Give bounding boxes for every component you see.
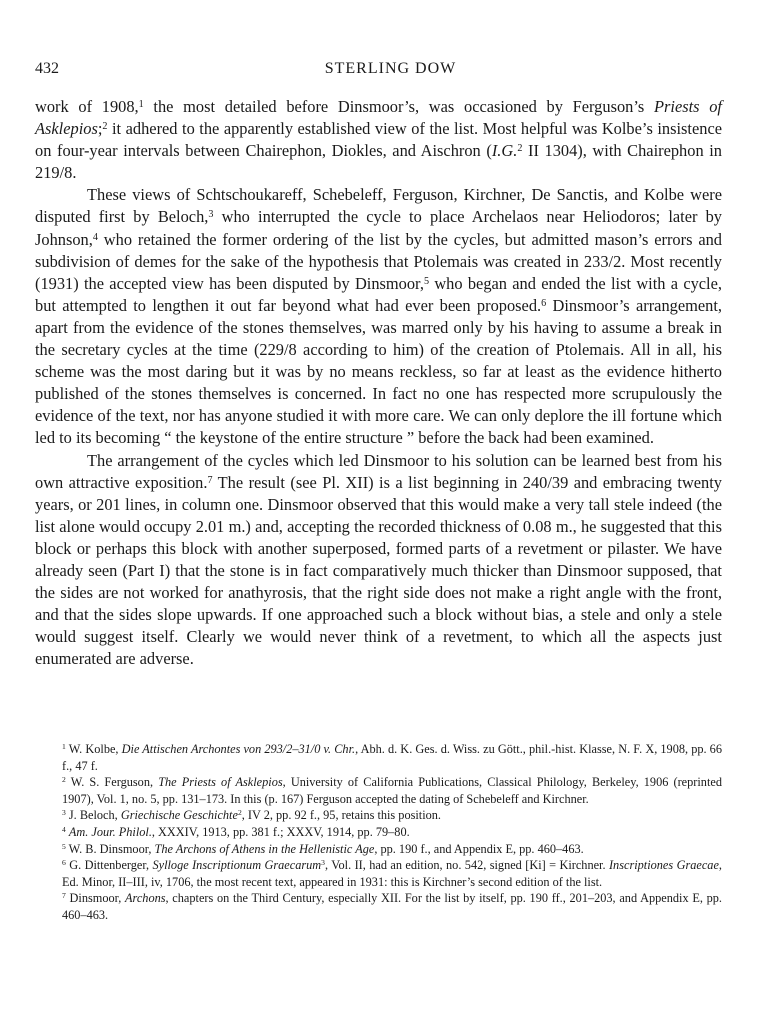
- footnotes: [62, 741, 722, 924]
- footnote-7: [62, 890, 722, 923]
- italic-title: Griechische Geschichte: [120, 808, 238, 823]
- text-run: ;: [97, 119, 103, 139]
- italic-abbrev: I.G.: [491, 141, 518, 161]
- body-text: [35, 96, 722, 670]
- text-run: J. Beloch,: [65, 808, 121, 823]
- footnote-number: 3: [62, 808, 66, 818]
- text-run: The result (see Pl. XII) is a list beginning in 240/39 and embracing twenty years, or 201 lines, in column one. Dinsmoor observed that this would make a very tall stele indeed (the list alone would occupy 2.01 m.) and, accepting the recorded thickness of 0.08 m., he suggested that this block or perhaps this block with another superposed, formed parts of a revetment or pilaster. We have already seen (Part I) that the stone is in fact comparatively much thicker than Dinsmoor supposed, that the sides are not worked for anathyrosis, that the right side does not make a right angle with the front, and that the sides slope upwards. If one approached such a block without bias, a stele and only a stele would suggest itself. Clearly we would never think of a revetment, to which all the aspects just enumerated are adverse.: [35, 472, 723, 669]
- italic-title: Archons: [125, 891, 166, 906]
- text-run: The arrangement of the cycles which led Dinsmoor to his solution can be learned best from his own attractive exposition.: [35, 450, 722, 492]
- text-run: , Vol. II, had an edition, no. 542, signed [Ki] = Kirchner.: [324, 858, 609, 873]
- text-run: W. S. Ferguson,: [65, 775, 159, 790]
- footnote-2: [62, 774, 722, 807]
- text-run: , Ed. Minor, II–III, iv, 1706, the most recent text, appeared in 1931: this is Kirchner’s second edition of the list.: [62, 858, 722, 889]
- text-run: These views of Schtschoukareff, Schebeleff, Ferguson, Kirchner, De Sanctis, and Kolbe were disputed first by Beloch,: [35, 185, 722, 227]
- text-run: , IV 2, pp. 92 f., 95, retains this position.: [241, 808, 441, 823]
- footnote-number: 5: [62, 841, 66, 851]
- text-run: , University of California Publications, Classical Philology, Berkeley, 1906 (reprinted 1907), Vol. 1, no. 5, pp. 131–173. In this (p. 167) Ferguson accepted the dating of Schebeleff and Kirchner.: [62, 775, 722, 806]
- footnote-number: 4: [62, 825, 66, 835]
- footnote-number: 1: [62, 742, 66, 752]
- text-run: G. Dittenberger,: [65, 858, 153, 873]
- text-run: W. B. Dinsmoor,: [65, 841, 155, 856]
- text-run: the most detailed before Dinsmoor’s, was occasioned by Ferguson’s: [143, 97, 654, 116]
- page-header: [35, 60, 746, 82]
- italic-title: Priests of Asklepios: [35, 97, 722, 139]
- text-run: Dinsmoor,: [65, 891, 125, 906]
- footnote-ref: 5: [423, 275, 430, 287]
- text-run: who retained the former ordering of the list by the cycles, but admitted mason’s errors and subdivision of demes for the sake of the hypothesis that Ptolemais was created in 233/2. Most recently (1931) the accepted view has been disputed by Dinsmoor,: [35, 229, 722, 293]
- footnote-6: [62, 857, 722, 890]
- text-run: , chapters on the Third Century, especially XII. For the list by itself, pp. 190 ff., 201–203, and Appendix E, pp. 460–463.: [62, 891, 722, 922]
- footnote-3: [62, 807, 722, 824]
- text-run: , XXXIV, 1913, pp. 381 f.; XXXV, 1914, pp. 79–80.: [151, 824, 410, 839]
- footnote-ref: 1: [138, 98, 144, 110]
- italic-title: The Priests of Asklepios: [158, 775, 283, 790]
- italic-title: The Archons of Athens in the Hellenistic Age: [154, 841, 375, 856]
- footnote-ref: 6: [541, 297, 547, 309]
- text-run: Dinsmoor’s arrangement, apart from the evidence of the stones themselves, was marred only by his having to assume a break in the secretary cycles at the time (229/8 according to him) of the creation of Ptolemais. All in all, his scheme was the most daring but it was by no means reckless, so far at least as the evidence hitherto published of the stones themselves is concerned. In fact no one has respected more scrupulously the evidence of the text, nor has anyone studied it with more care. We can only deplore the ill fortune which led to its becoming “ the keystone of the entire structure ” before the back had been examined.: [35, 295, 722, 448]
- footnote-number: 2: [62, 775, 66, 785]
- text-run: W. Kolbe,: [65, 742, 122, 756]
- italic-title: Sylloge Inscriptionum Graecarum: [152, 858, 322, 873]
- footnote-ref: 2: [102, 121, 108, 133]
- edition-sup: 2: [237, 808, 242, 818]
- footnote-5: [62, 841, 722, 858]
- running-head: STERLING DOW: [324, 60, 457, 77]
- paragraph-2: [35, 184, 722, 449]
- page-number: 432: [35, 60, 59, 77]
- footnote-ref: 3: [208, 209, 214, 221]
- text-run: , Abh. d. K. Ges. d. Wiss. zu Gött., phil.-hist. Klasse, N. F. X, 1908, pp. 66 f., 47 f.: [62, 742, 722, 773]
- footnote-number: 7: [62, 891, 66, 901]
- text-run: II 1304), with Chairephon in 219/8.: [35, 141, 722, 183]
- italic-title: Am. Jour. Philol.: [68, 824, 152, 839]
- italic-title: Inscriptiones Graecae: [608, 858, 719, 873]
- italic-title: Die Attischen Archontes von 293/2–31/0 v. Chr.: [121, 742, 356, 756]
- footnote-ref: 7: [207, 474, 213, 486]
- text-run: who began and ended the list with a cycle, but attempted to lengthen it out far beyond what had ever been proposed.: [35, 273, 722, 315]
- footnote-number: 6: [62, 858, 66, 868]
- footnote-ref: 4: [92, 231, 98, 243]
- edition-sup: 2: [517, 143, 523, 155]
- paragraph-3: [35, 450, 722, 671]
- text-run: work of 1908,: [35, 97, 139, 116]
- text-run: who interrupted the cycle to place Archelaos near Heliodoros; later by Johnson,: [35, 207, 722, 249]
- footnote-4: [62, 824, 722, 841]
- edition-sup: 3: [321, 858, 325, 868]
- paragraph-1: [35, 96, 722, 184]
- footnote-1: [62, 741, 722, 774]
- text-run: it adhered to the apparently established view of the list. Most helpful was Kolbe’s insistence on four-year intervals between Chairephon, Diokles, and Aischron (: [35, 119, 722, 161]
- text-run: , pp. 190 f., and Appendix E, pp. 460–463.: [374, 841, 584, 856]
